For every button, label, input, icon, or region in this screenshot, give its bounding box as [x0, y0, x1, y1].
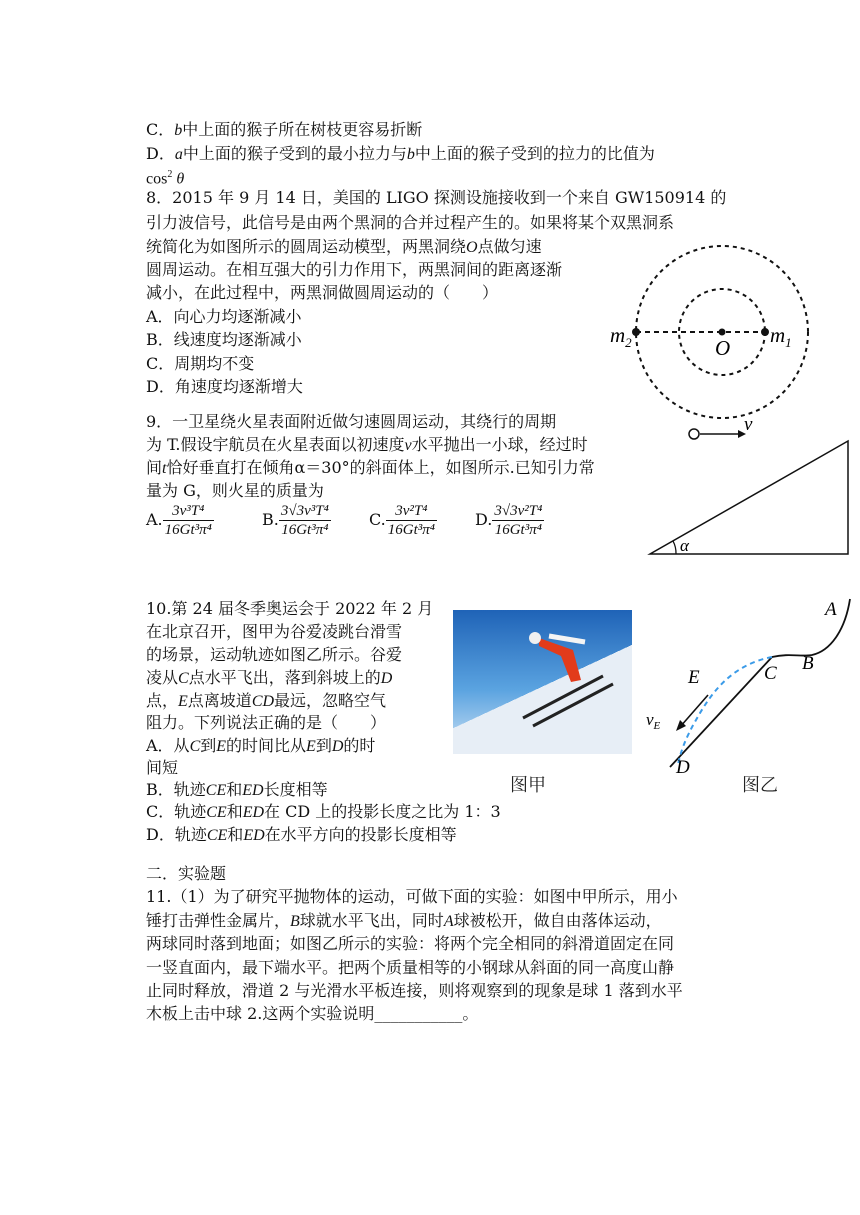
skier-illustration	[453, 610, 632, 754]
q11-line1: 11.（1）为了研究平抛物体的运动，可做下面的实验：如图中甲所示，用小	[146, 887, 678, 906]
label-a: A	[825, 599, 837, 620]
label-d: D	[676, 757, 690, 775]
q10-option-c: C．轨迹CE和ED在 CD 上的投影长度之比为 1：3	[146, 802, 501, 821]
q7-answer-formula: $\cos^2 \theta$	[146, 169, 185, 188]
q9-line4: 量为 G，则火星的质量为	[146, 481, 324, 500]
q8-line3: 统简化为如图所示的圆周运动模型，两黑洞绕O点做匀速	[146, 237, 542, 256]
q10-option-a-1: A．从C到E的时间比从E到D的时	[146, 736, 376, 755]
q8-line1: 8．2015 年 9 月 14 日，美国的 LIGO 探测设施接收到一个来自 GW150914 的	[146, 188, 727, 207]
m2-dot	[632, 328, 640, 336]
binary-orbit-figure	[600, 240, 820, 450]
q10-line3: 的场景，运动轨迹如图乙所示。谷爱	[146, 645, 403, 664]
ve-arrow	[680, 695, 708, 727]
label-c: C	[764, 663, 777, 684]
alpha-label: α	[680, 536, 689, 555]
q10-option-a-2: 间短	[146, 758, 179, 777]
skier-arm	[549, 636, 585, 642]
q11-line6: 木板上击中球 2.这两个实验说明___________。	[146, 1004, 479, 1023]
q7-option-d: D．a中上面的猴子受到的最小拉力与b中上面的猴子受到的拉力的比值为	[146, 144, 655, 163]
section-title: 二．实验题	[146, 864, 227, 883]
m2-label: $m_2$	[610, 323, 632, 350]
slope-cd	[670, 657, 772, 767]
q8-option-a: A．向心力均逐渐减小	[146, 307, 302, 326]
ball	[689, 429, 699, 439]
answer-blank[interactable]: ___________	[374, 1004, 463, 1023]
q10-option-b: B．轨迹CE和ED长度相等	[146, 780, 328, 799]
trajectory-diagram	[640, 595, 855, 775]
q10-line4: 凌从C点水平飞出，落到斜坡上的D	[146, 668, 393, 687]
skier-helmet	[529, 632, 541, 644]
angle-arc	[673, 541, 676, 554]
q10-line1: 10.第 24 届冬季奥运会于 2022 年 2 月	[146, 599, 434, 618]
m1-label: $m_1$	[770, 323, 792, 350]
q8-option-b: B．线速度均逐渐减小	[146, 330, 302, 349]
q8-option-d: D．角速度均逐渐增大	[146, 377, 303, 396]
ski-jump-photo	[453, 610, 632, 754]
q11-line4: 一竖直面内，最下端水平。把两个质量相等的小钢球从斜面的同一高度山静	[146, 958, 675, 977]
q8-line5: 减小，在此过程中，两黑洞做圆周运动的（ ）	[146, 283, 499, 302]
q9-line1: 9．一卫星绕火星表面附近做匀速圆周运动，其绕行的周期	[146, 412, 557, 431]
o-dot	[719, 329, 726, 336]
o-label: O	[715, 336, 731, 360]
v-label: v	[744, 420, 753, 435]
q9-line3: 间t恰好垂直打在倾角α＝30°的斜面体上，如图所示.已知引力常	[146, 458, 595, 477]
q10-line5: 点，E点离坡道CD最远，忽略空气	[146, 691, 387, 710]
q11-line5: 止同时释放，滑道 2 与光滑水平板连接，则将观察到的现象是球 1 落到水平	[146, 981, 683, 1000]
q11-line2: 锤打击弹性金属片，B球就水平飞出，同时A球被松开，做自由落体运动，	[146, 911, 662, 930]
q9-line2: 为 T.假设宇航员在火星表面以初速度v水平抛出一小球，经过时	[146, 435, 588, 454]
q10-option-d: D．轨迹CE和ED在水平方向的投影长度相等	[146, 825, 457, 844]
label-b: B	[802, 653, 814, 674]
q9-option-d: D. $\frac{\text{3√3v²T⁴}}{\text{16Gt³π⁴}}$	[475, 503, 543, 538]
q8-option-c: C．周期均不变	[146, 354, 255, 373]
figure-yi-caption: 图乙	[742, 775, 778, 796]
figure-jia-caption: 图甲	[510, 775, 546, 796]
q9-option-a: A. $\frac{\text{3v³T⁴}}{\text{16Gt³π⁴}}$	[146, 503, 212, 538]
q11-line3: 两球同时落到地面；如图乙所示的实验：将两个完全相同的斜滑道固定在同	[146, 934, 675, 953]
label-ve: $v_E$	[646, 710, 661, 732]
ramp-curve	[772, 599, 850, 657]
q10-line6: 阻力。下列说法正确的是（ ）	[146, 713, 387, 732]
q10-line2: 在北京召开，图甲为谷爱凌跳台滑雪	[146, 622, 403, 641]
skier-body	[539, 638, 581, 682]
m1-dot	[761, 328, 769, 336]
incline-figure	[640, 420, 855, 560]
q8-line2: 引力波信号，此信号是由两个黑洞的合并过程产生的。如果将某个双黑洞系	[146, 213, 675, 232]
label-e: E	[688, 667, 700, 688]
q9-option-b: B. $\frac{\text{3√3v³T⁴}}{\text{16Gt³π⁴}}$	[262, 503, 329, 538]
q9-option-c: C. $\frac{\text{3v²T⁴}}{\text{16Gt³π⁴}}$	[369, 503, 435, 538]
q7-option-c: C．b中上面的猴子所在树枝更容易折断	[146, 120, 423, 139]
q8-line4: 圆周运动。在相互强大的引力作用下，两黑洞间的距离逐渐	[146, 260, 563, 279]
